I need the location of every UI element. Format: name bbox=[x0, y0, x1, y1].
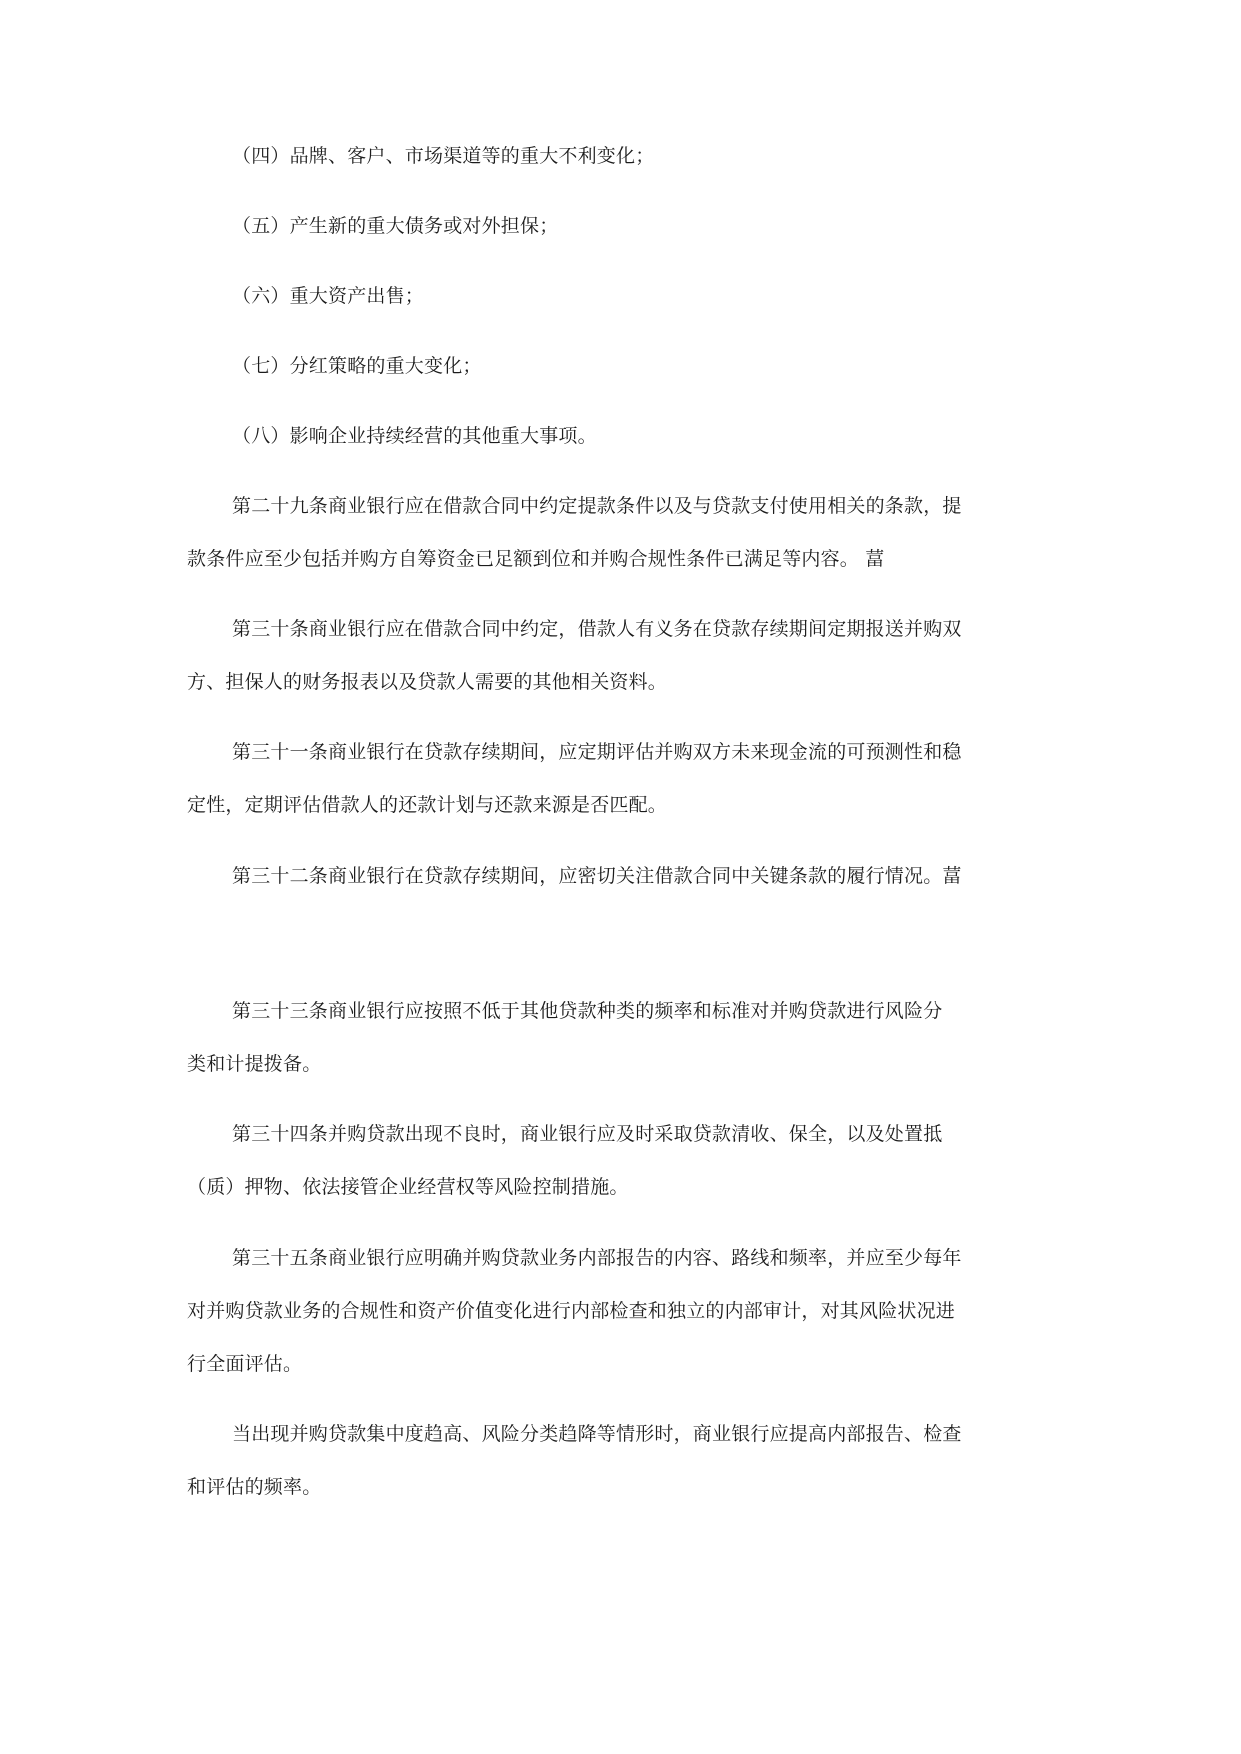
list-item-8 bbox=[187, 410, 1057, 463]
list-item-7 bbox=[187, 340, 1057, 393]
article-line: 款条件应至少包括并购方自筹资金已足额到位和并购合规性条件已满足等内容。 葍 bbox=[187, 548, 885, 570]
list-item-4 bbox=[187, 130, 1057, 183]
article-33 bbox=[187, 985, 1057, 1091]
article-line: 第二十九条商业银行应在借款合同中约定提款条件以及与贷款支付使用相关的条款，提 bbox=[232, 495, 962, 517]
article-34 bbox=[187, 1108, 1057, 1214]
article-line: 方、担保人的财务报表以及贷款人需要的其他相关资料。 bbox=[187, 671, 668, 693]
article-31 bbox=[187, 726, 1057, 832]
list-item-text: （七）分红策略的重大变化； bbox=[232, 355, 482, 377]
list-item-text: （六）重大资产出售； bbox=[232, 285, 425, 307]
list-item-6 bbox=[187, 270, 1057, 323]
list-item-text: （八）影响企业持续经营的其他重大事项。 bbox=[232, 425, 597, 447]
article-line: 行全面评估。 bbox=[187, 1353, 303, 1375]
article-line: 类和计提拨备。 bbox=[187, 1053, 322, 1075]
article-line: 第三十条商业银行应在借款合同中约定，借款人有义务在贷款存续期间定期报送并购双 bbox=[232, 618, 962, 640]
article-32 bbox=[187, 850, 1057, 903]
list-item-text: （四）品牌、客户、市场渠道等的重大不利变化； bbox=[232, 145, 655, 167]
article-line: 第三十三条商业银行应按照不低于其他贷款种类的频率和标准对并购贷款进行风险分 bbox=[232, 1000, 943, 1022]
article-35-clause-2 bbox=[187, 1408, 1057, 1514]
article-line: 当出现并购贷款集中度趋高、风险分类趋降等情形时，商业银行应提高内部报告、检查 bbox=[232, 1423, 962, 1445]
article-line: 第三十一条商业银行在贷款存续期间，应定期评估并购双方未来现金流的可预测性和稳 bbox=[232, 741, 962, 763]
article-35 bbox=[187, 1232, 1057, 1391]
article-line: 第三十五条商业银行应明确并购贷款业务内部报告的内容、路线和频率，并应至少每年 bbox=[232, 1247, 962, 1269]
article-line: （质）押物、依法接管企业经营权等风险控制措施。 bbox=[187, 1176, 629, 1198]
article-line: 第三十二条商业银行在贷款存续期间，应密切关注借款合同中关键条款的履行情况。葍 bbox=[232, 865, 962, 887]
article-30 bbox=[187, 603, 1057, 709]
list-item-5 bbox=[187, 200, 1057, 253]
article-line: 对并购贷款业务的合规性和资产价值变化进行内部检查和独立的内部审计，对其风险状况进 bbox=[187, 1300, 956, 1322]
article-line: 第三十四条并购贷款出现不良时，商业银行应及时采取贷款清收、保全，以及处置抵 bbox=[232, 1123, 943, 1145]
list-item-text: （五）产生新的重大债务或对外担保； bbox=[232, 215, 559, 237]
article-line: 定性，定期评估借款人的还款计划与还款来源是否匹配。 bbox=[187, 794, 668, 816]
article-29 bbox=[187, 480, 1057, 586]
article-line: 和评估的频率。 bbox=[187, 1476, 322, 1498]
